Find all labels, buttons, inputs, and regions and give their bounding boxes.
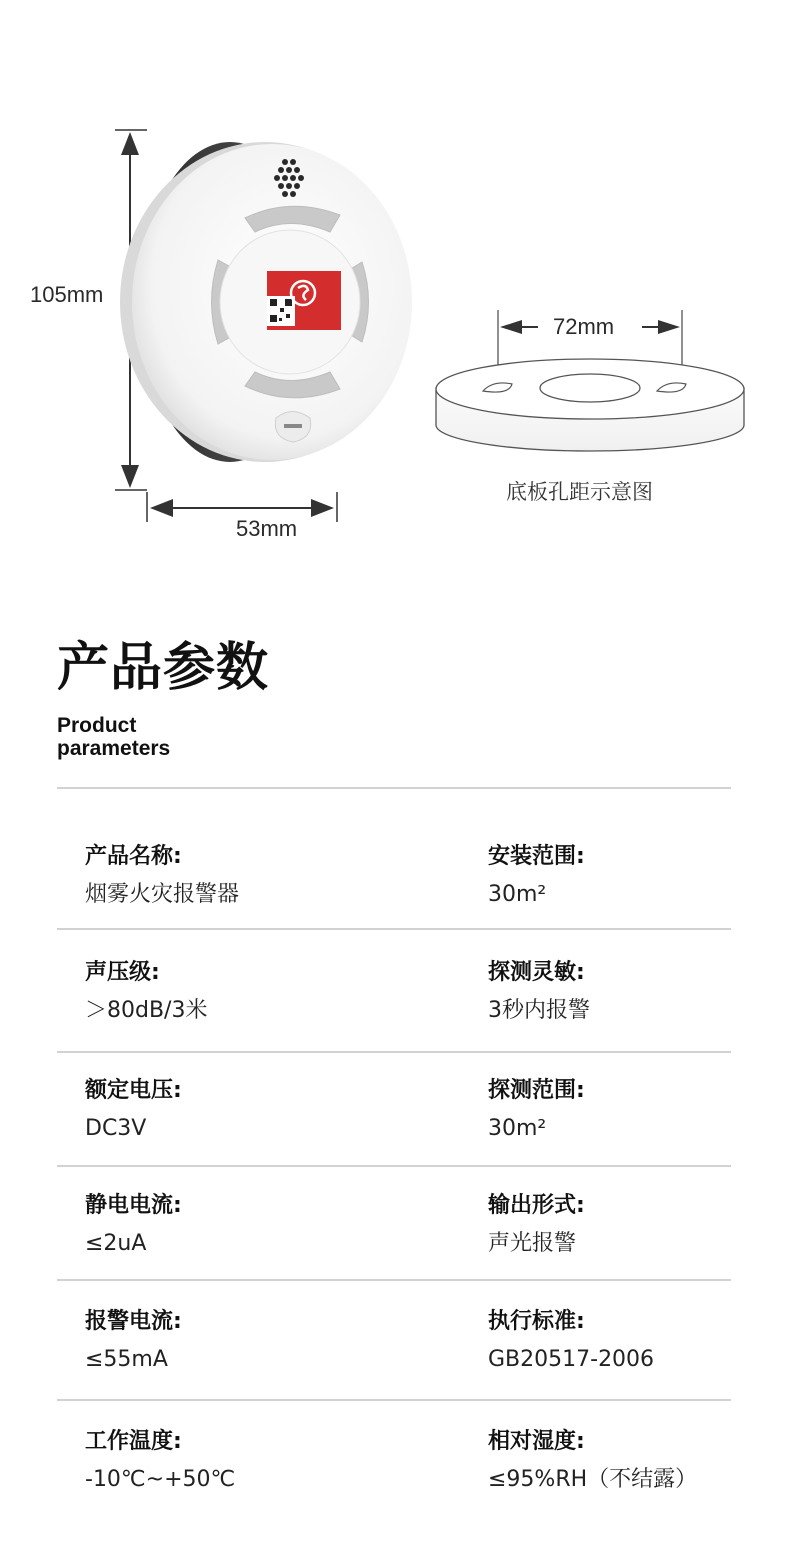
divider <box>57 1279 731 1281</box>
param-label: 额定电压: <box>85 1078 182 1103</box>
param-value: 烟雾火灾报警器 <box>85 882 240 907</box>
param-value: DC3V <box>85 1116 147 1141</box>
param-label: 探测范围: <box>488 1078 585 1103</box>
width-dimension-label: 53mm <box>236 516 298 541</box>
param-value: ＞80dB/3米 <box>85 998 208 1023</box>
param-value: 30m² <box>488 882 547 907</box>
param-label: 安装范围: <box>488 844 585 869</box>
param-cell <box>488 1074 585 1146</box>
param-value: 声光报警 <box>488 1231 577 1256</box>
section-subtitle-line1: Product <box>57 714 137 737</box>
param-cell <box>85 1425 235 1497</box>
param-cell <box>488 1305 654 1377</box>
param-label: 报警电流: <box>85 1309 182 1334</box>
hole-distance-label: 72mm <box>553 314 615 339</box>
section-subtitle-line2: parameters <box>57 737 171 760</box>
param-cell <box>85 1074 182 1146</box>
param-cell <box>85 1305 182 1377</box>
param-cell <box>488 956 590 1028</box>
param-label: 声压级: <box>85 960 160 985</box>
param-cell <box>85 840 239 912</box>
param-value: ≤55mA <box>85 1347 168 1372</box>
param-label: 工作温度: <box>85 1429 182 1454</box>
param-label: 产品名称: <box>85 844 182 869</box>
param-label: 相对湿度: <box>488 1429 585 1454</box>
param-cell <box>85 1189 182 1261</box>
param-value: ≤2uA <box>85 1231 147 1256</box>
param-cell <box>488 1425 697 1497</box>
param-value: 30m² <box>488 1116 547 1141</box>
divider <box>57 787 731 789</box>
product-illustration <box>0 0 790 560</box>
param-cell <box>488 1189 585 1261</box>
smoke-detector-image <box>120 142 412 462</box>
param-label: 探测灵敏: <box>488 960 585 985</box>
param-value: 3秒内报警 <box>488 998 590 1023</box>
param-value: -10℃~+50℃ <box>85 1467 236 1492</box>
divider <box>57 928 731 930</box>
param-value: ≤95%RH（不结露） <box>488 1467 698 1492</box>
param-cell <box>488 840 585 912</box>
baseplate-caption: 底板孔距示意图 <box>506 480 653 504</box>
divider <box>57 1399 731 1401</box>
param-label: 执行标准: <box>488 1309 585 1334</box>
height-dimension-label: 105mm <box>30 282 104 307</box>
param-label: 输出形式: <box>488 1193 585 1218</box>
param-cell <box>85 956 207 1028</box>
param-label: 静电电流: <box>85 1193 182 1218</box>
section-subtitle <box>57 714 170 760</box>
divider <box>57 1051 731 1053</box>
divider <box>57 1165 731 1167</box>
param-value: GB20517-2006 <box>488 1347 655 1372</box>
section-title: 产品参数 <box>57 638 270 698</box>
